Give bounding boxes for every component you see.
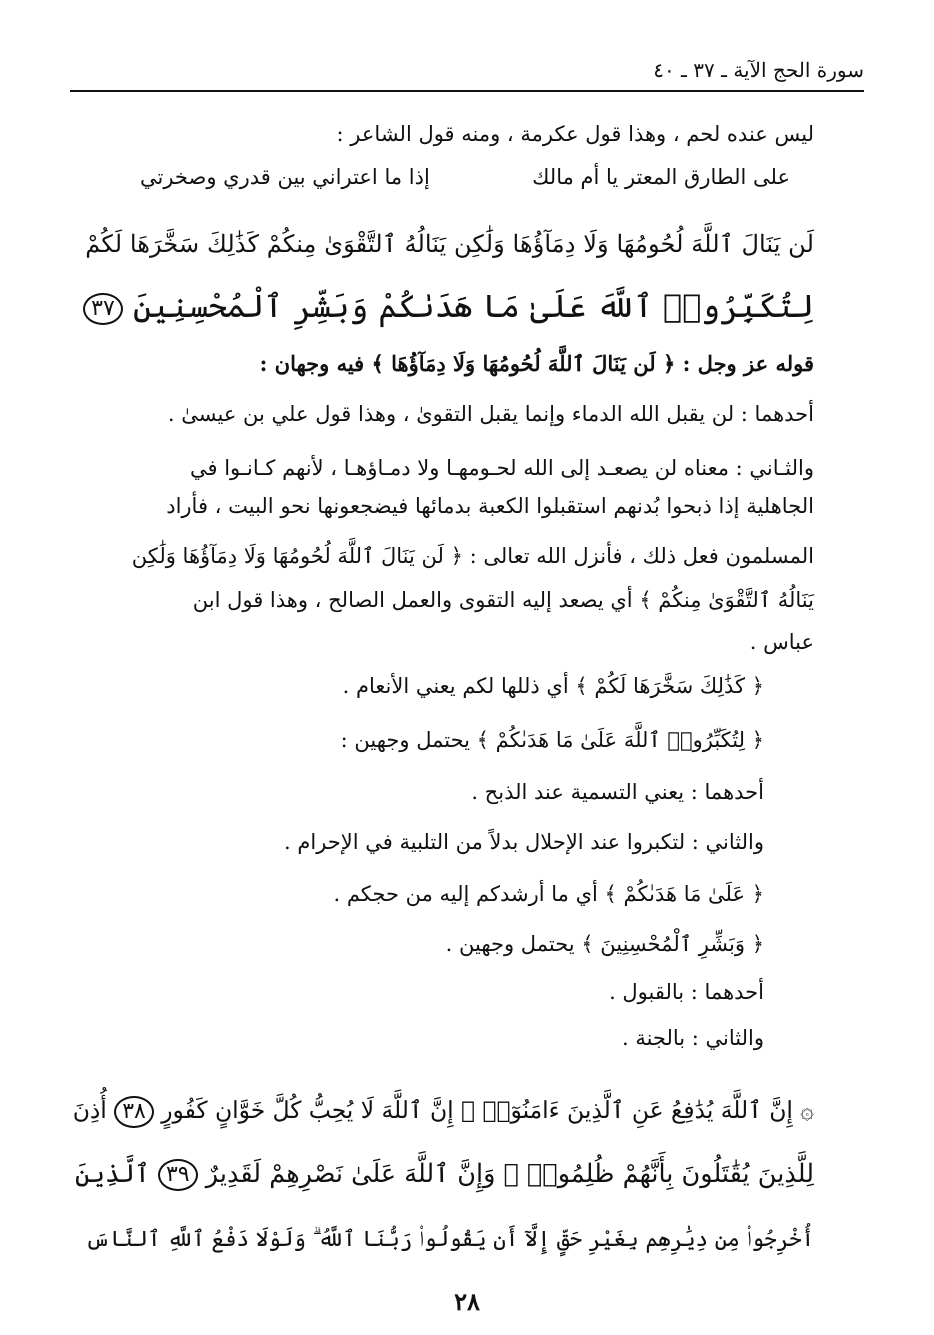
commentary-p3-line1: والثـاني : معناه لن يصعـد إلى الله لحـومهـا ولا دمـاؤهـا ، لأنهم كـانـوا في <box>189 456 814 480</box>
verse-39-text: لِلَّذِينَ يُقَٰتَلُونَ بِأَنَّهُمْ ظُلِمُوا۟ ۚ وَإِنَّ ٱللَّهَ عَلَىٰ نَصْرِهِمْ لَقَدِيرٌ <box>205 1159 814 1189</box>
verse-37-line-2 <box>83 276 814 336</box>
poem-hemistich-right: على الطارق المعتر يا أم مالك <box>532 165 790 189</box>
commentary-p11: والثاني : بالجنة . <box>621 1026 764 1050</box>
commentary-p3-line3: المسلمون فعل ذلك ، فأنزل الله تعالى : ﴿ لَن يَنَالَ ٱللَّهَ لُحُومُهَا وَلَا دِمَآؤُهَا وَلَٰكِن <box>131 544 814 568</box>
verse-number-39: ٣٩ <box>158 1159 198 1191</box>
commentary-p7: والثاني : لتكبروا عند الإحلال بدلاً من التلبية في الإحرام . <box>284 830 764 854</box>
commentary-p9: ﴿ وَبَشِّرِ ٱلْمُحْسِنِينَ ﴾ يحتمل وجهين . <box>445 932 764 956</box>
verse-39-line <box>75 1144 814 1204</box>
page-number: ٢٨ <box>454 1287 480 1316</box>
commentary-p1: قوله عز وجل : ﴿ لَن يَنَالَ ٱللَّهَ لُحُومُهَا وَلَا دِمَآؤُهَا ﴾ فيه وجهان : <box>259 351 814 376</box>
poem-hemistich-left: إذا ما اعتراني بين قدري وصخرتي <box>140 165 430 189</box>
commentary-p2: أحدهما : لن يقبل الله الدماء وإنما يقبل التقوىٰ ، وهذا قول علي بن عيسىٰ . <box>167 402 814 426</box>
commentary-p10: أحدهما : بالقبول . <box>609 980 764 1004</box>
verse-40-line: أُخْرِجُوا۟ مِن دِيَٰرِهِم بِغَيْرِ حَقٍّ إِلَّآ أَن يَقُولُوا۟ رَبُّنَا ٱللَّهُ ۗ وَلَوْلَا دَفْعُ ٱللَّهِ ٱلنَّاسَ <box>85 1227 814 1252</box>
commentary-p3-line5: عباس . <box>749 630 814 654</box>
verse-38-text: ۞ إِنَّ ٱللَّهَ يُدَٰفِعُ عَنِ ٱلَّذِينَ ءَامَنُوٓا۟ ۗ إِنَّ ٱللَّهَ لَا يُحِبُّ كُلَّ خَوَّانٍ كَفُورٍ <box>161 1096 814 1124</box>
verse-37-text: لِتُكَبِّرُوا۟ ٱللَّهَ عَلَىٰ مَا هَدَىٰكُمْ وَبَشِّرِ ٱلْمُحْسِنِينَ <box>132 287 814 325</box>
commentary-p6: أحدهما : يعني التسمية عند الذبح . <box>471 780 764 804</box>
verse-40-start: ٱلَّذِينَ <box>75 1159 150 1189</box>
running-header <box>70 52 864 92</box>
commentary-p8: ﴿ عَلَىٰ مَا هَدَىٰكُمْ ﴾ أي ما أرشدكم إليه من حجكم . <box>333 882 764 906</box>
commentary-p3-line2: الجاهلية إذا ذبحوا بُدنهم استقبلوا الكعبة بدمائها فيضجعونها نحو البيت ، فأراد <box>166 494 814 518</box>
verse-37-line-1: لَن يَنَالَ ٱللَّهَ لُحُومُهَا وَلَا دِمَآؤُهَا وَلَٰكِن يَنَالُهُ ٱلتَّقْوَىٰ مِنكُمْ كَذَٰلِكَ سَخَّرَهَا لَكُمْ <box>85 230 814 258</box>
commentary-p4: ﴿ كَذَٰلِكَ سَخَّرَهَا لَكُمْ ﴾ أي ذللها لكم يعني الأنعام . <box>342 674 764 698</box>
verse-38-line <box>73 1080 814 1140</box>
header-title: سورة الحج الآية ـ ٣٧ ـ ٤٠ <box>653 58 864 82</box>
verse-number-37: ٣٧ <box>83 293 123 325</box>
verse-number-38: ٣٨ <box>114 1096 154 1128</box>
intro-line: ليس عنده لحم ، وهذا قول عكرمة ، ومنه قول الشاعر : <box>336 122 814 146</box>
verse-39-start: أُذِنَ <box>72 1096 107 1124</box>
commentary-p5: ﴿ لِتُكَبِّرُوا۟ ٱللَّهَ عَلَىٰ مَا هَدَىٰكُمْ ﴾ يحتمل وجهين : <box>340 728 764 752</box>
commentary-p3-line4: يَنَالُهُ ٱلتَّقْوَىٰ مِنكُمْ ﴾ أي يصعد إليه التقوى والعمل الصالح ، وهذا قول ابن <box>192 588 814 612</box>
